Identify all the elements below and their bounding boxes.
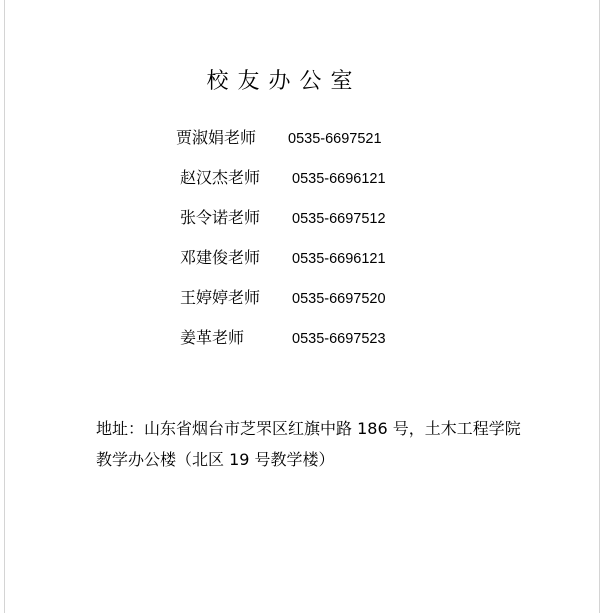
contact-phone: 0535-6697521	[288, 131, 382, 147]
contact-row	[5, 326, 425, 350]
contact-name: 姜革老师	[180, 328, 245, 347]
contact-name: 王婷婷老师	[180, 288, 261, 307]
document-title: 校友办公室	[206, 69, 362, 94]
address-line: 教学办公楼（北区 19 号教学楼）	[96, 450, 335, 469]
contact-row	[5, 246, 425, 270]
contact-phone: 0535-6697512	[292, 211, 386, 227]
contact-phone: 0535-6697523	[292, 331, 386, 347]
contact-name: 邓建俊老师	[180, 248, 261, 267]
address-block	[96, 413, 566, 475]
contact-phone: 0535-6696121	[292, 251, 386, 267]
contact-row	[5, 286, 425, 310]
contact-phone: 0535-6696121	[292, 171, 386, 187]
contact-row	[5, 166, 425, 190]
document-page	[4, 0, 600, 613]
address-line: 地址：山东省烟台市芝罘区红旗中路 186 号，土木工程学院	[96, 419, 521, 438]
contact-name: 贾淑娟老师	[176, 128, 257, 147]
contact-row	[5, 206, 425, 230]
contact-row	[5, 126, 425, 150]
contact-name: 赵汉杰老师	[180, 168, 261, 187]
contact-name: 张令诺老师	[180, 208, 261, 227]
contact-phone: 0535-6697520	[292, 291, 386, 307]
